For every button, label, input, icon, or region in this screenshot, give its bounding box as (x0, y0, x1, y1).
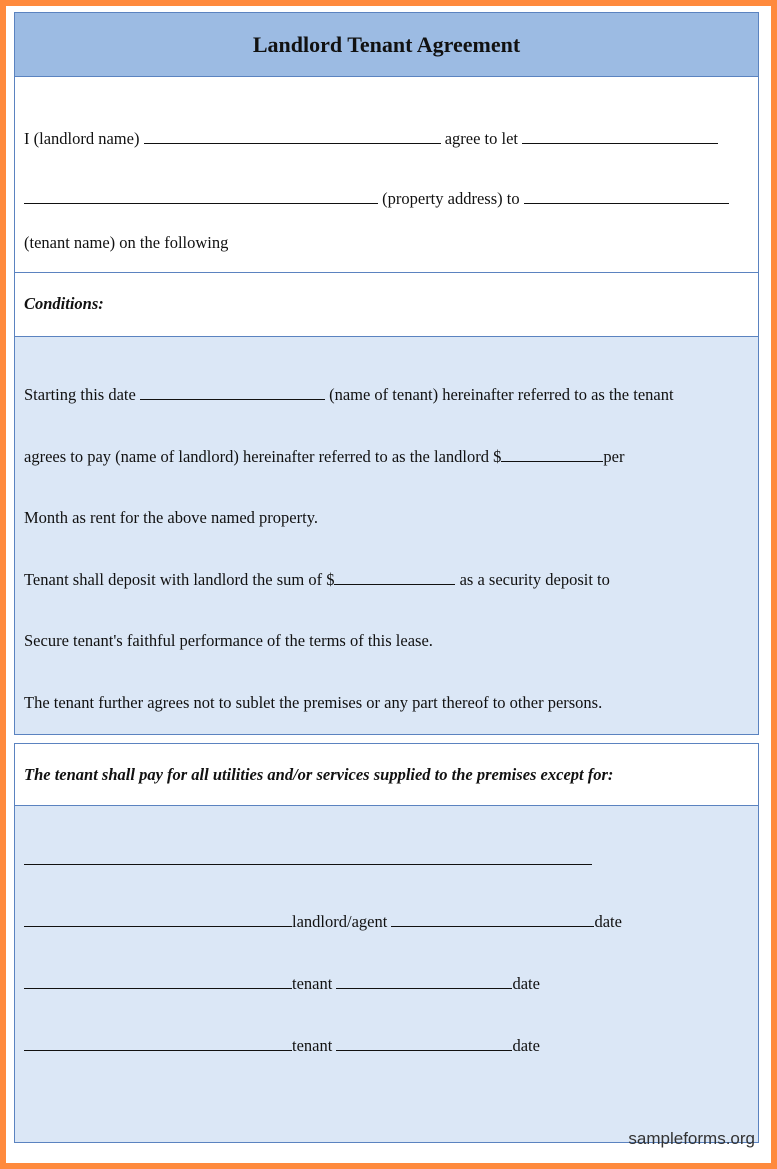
intro-section (15, 77, 758, 273)
terms-line-3: Month as rent for the above named property. (24, 508, 319, 527)
form-title: Landlord Tenant Agreement (15, 13, 758, 77)
rent-amount-field[interactable] (501, 448, 603, 462)
landlord-date-field[interactable] (391, 913, 594, 927)
property-address-field[interactable] (24, 190, 378, 204)
landlord-name-label: I (landlord name) (24, 129, 140, 148)
terms-line-6: The tenant further agrees not to sublet the premises or any part thereof to other persons. (24, 693, 603, 712)
landlord-date-label: date (594, 912, 622, 931)
conditions-label: Conditions: (24, 294, 104, 313)
tenant1-date-field[interactable] (336, 975, 512, 989)
start-date-label: Starting this date (24, 385, 136, 404)
utilities-label: The tenant shall pay for all utilities and/or services supplied to the premises except for: (24, 765, 614, 784)
security-deposit-text: as a security deposit to (459, 570, 610, 589)
watermark: sampleforms.org (628, 1129, 755, 1148)
utilities-section (15, 744, 758, 806)
agree-to-let-label: agree to let (444, 129, 518, 148)
utilities-frame (14, 743, 759, 1143)
deposit-text: Tenant shall deposit with landlord the sum of $ (24, 570, 335, 589)
tenant1-label: tenant (292, 974, 333, 993)
tenant1-date-label: date (512, 974, 540, 993)
conditions-section (15, 273, 758, 337)
terms-line-5: Secure tenant's faithful performance of the terms of this lease. (24, 631, 433, 650)
agreement-frame (14, 12, 759, 735)
tenant-name-field[interactable] (524, 190, 729, 204)
tenant2-signature-field[interactable] (24, 1037, 292, 1051)
form-page (6, 6, 771, 1163)
start-date-field[interactable] (140, 386, 325, 400)
exceptions-line (24, 850, 592, 870)
deposit-amount-field[interactable] (334, 571, 455, 585)
per-label: per (603, 447, 625, 466)
tenant2-date-field[interactable] (336, 1037, 512, 1051)
signature-row-landlord (24, 912, 622, 932)
intro-line-3: (tenant name) on the following (24, 233, 229, 252)
terms-line-2 (24, 447, 624, 467)
terms-line-4 (24, 570, 610, 590)
rent-text: agrees to pay (name of landlord) hereinafter referred to as the landlord $ (24, 447, 502, 466)
signature-row-tenant-2 (24, 1036, 540, 1056)
landlord-signature-field[interactable] (24, 913, 292, 927)
signature-section (15, 806, 758, 1142)
landlord-name-field[interactable] (144, 130, 441, 144)
terms-line-1 (24, 385, 674, 405)
terms-section (15, 337, 758, 734)
tenant2-label: tenant (292, 1036, 333, 1055)
intro-line-1 (24, 129, 718, 149)
property-address-label: (property address) to (382, 189, 520, 208)
tenant-referral-text: (name of tenant) hereinafter referred to as the tenant (329, 385, 674, 404)
tenant2-date-label: date (512, 1036, 540, 1055)
exceptions-field[interactable] (24, 851, 592, 865)
tenant1-signature-field[interactable] (24, 975, 292, 989)
signature-row-tenant-1 (24, 974, 540, 994)
intro-line-2 (24, 189, 729, 209)
landlord-agent-label: landlord/agent (292, 912, 388, 931)
let-field[interactable] (522, 130, 718, 144)
